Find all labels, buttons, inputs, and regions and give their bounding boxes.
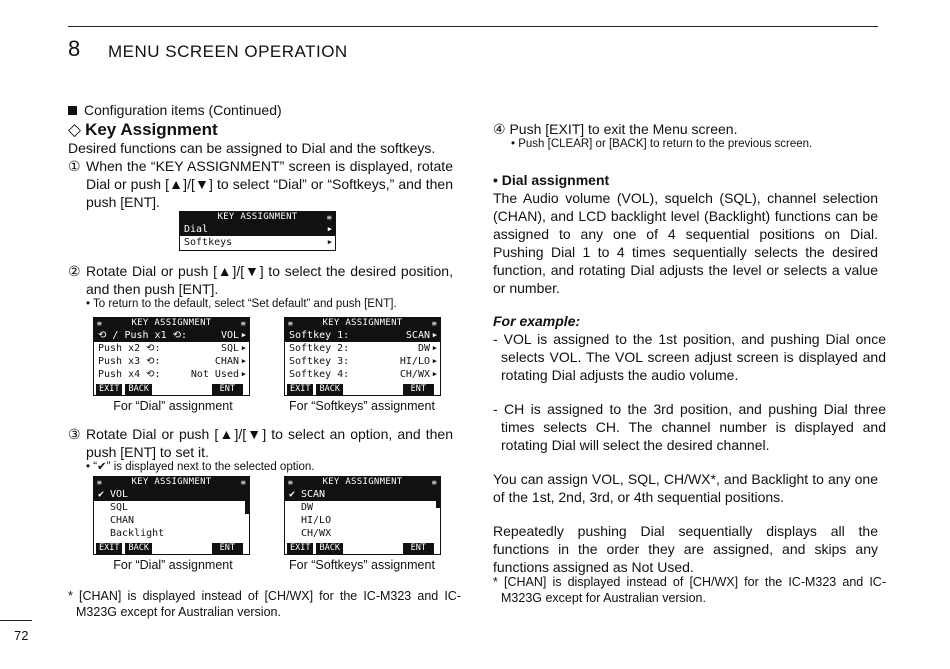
softkey-ent[interactable]: ENT — [212, 384, 243, 395]
softkey-exit[interactable]: EXIT — [287, 384, 313, 395]
step-1: ① When the “KEY ASSIGNMENT” screen is displayed, rotate Dial or push [▲]/[▼] to select “Dial” or “Softkeys,” and then push [ENT]. — [68, 158, 453, 210]
softkey-exit[interactable]: EXIT — [96, 543, 122, 554]
chapter-title: MENU SCREEN OPERATION — [108, 42, 348, 61]
softkey-back[interactable]: BACK — [316, 384, 342, 395]
lcd-row-push1[interactable]: ⟲ / Push x1 ⟲: VOL ▶ — [94, 329, 249, 342]
lcd-dial-options: ≡ KEY ASSIGNMENT ≡ ✔ VOL SQL CHAN Backlight EXIT BACK ENT — [93, 476, 250, 555]
lcd-opt-hilo[interactable]: HI/LO — [301, 515, 332, 526]
example-2: - CH is assigned to the 3rd position, and pushing Dial three times selects CH. The channel number is displayed and rotating Dial will select the desired channel. — [493, 401, 886, 453]
lcd-opt-chan[interactable]: CHAN — [110, 515, 135, 526]
lcd-row-softkey1[interactable]: Softkey 1: SCAN ▶ — [285, 329, 440, 342]
intro-text: Desired functions can be assigned to Dial and the softkeys. — [68, 140, 436, 156]
lcd-opt-sql[interactable]: SQL — [110, 502, 129, 513]
lcd-row-softkeys[interactable]: Softkeys ▶ — [184, 237, 332, 248]
lcd-opt-dw[interactable]: DW — [301, 502, 314, 513]
lcd-opt-chwx[interactable]: CH/WX — [301, 528, 332, 539]
scrollbar[interactable] — [245, 488, 249, 514]
lcd-dial-positions: ≡ KEY ASSIGNMENT ≡ ⟲ / Push x1 ⟲: VOL ▶ Push x2 ⟲: SQL ▶ Push x3 ⟲: CHAN ▶ Push x4 ⟲: Not Used ▶ EXIT BACK ENT — [93, 317, 250, 396]
lcd-row-push3[interactable]: Push x3 ⟲: CHAN ▶ — [98, 356, 246, 367]
lcd-softkey-positions: ≡ KEY ASSIGNMENT ≡ Softkey 1: SCAN ▶ Softkey 2: DW ▶ Softkey 3: HI/LO ▶ Softkey 4: CH/WX ▶ EXIT BACK ENT — [284, 317, 441, 396]
softkey-ent[interactable]: ENT — [212, 543, 243, 554]
caption-dial-options: For “Dial” assignment — [113, 558, 233, 572]
dial-assignment-paragraph: The Audio volume (VOL), squelch (SQL), channel selection (CHAN), and LCD backlight level (Backlight) functions can be assigned to any one of 4 sequential positions on Dial. Pushing Dial 1 to 4 times sequentially selects the desired function, and rotating Dial adjusts the level or selects a value or number. — [493, 190, 878, 296]
softkey-back[interactable]: BACK — [125, 543, 151, 554]
caption-softkey-options: For “Softkeys” assignment — [289, 558, 435, 572]
caption-softkeys: For “Softkeys” assignment — [289, 399, 435, 413]
chapter-number: 8 — [68, 36, 81, 61]
softkey-back[interactable]: BACK — [316, 543, 342, 554]
caption-dial: For “Dial” assignment — [113, 399, 233, 413]
lcd-row-softkey2[interactable]: Softkey 2: DW ▶ — [289, 343, 437, 354]
example-1: - VOL is assigned to the 1st position, and pushing Dial once selects VOL. The VOL screen adjust screen is displayed and rotating Dial adjusts the audio volume. — [493, 331, 886, 383]
key-assignment-heading: ◇ Key Assignment — [68, 120, 218, 139]
lcd-key-assignment-main: KEY ASSIGNMENT ≡ Dial ▶ Softkeys ▶ — [179, 211, 336, 251]
softkey-back[interactable]: BACK — [125, 384, 151, 395]
diamond-icon: ◇ — [68, 120, 82, 139]
left-footnote: * [CHAN] is displayed instead of [CH/WX] for the IC-M323 and IC-M323G except for Australian version. — [68, 589, 461, 619]
lcd-opt-vol[interactable]: ✔ VOL — [94, 488, 249, 501]
step-3-note: • “✔” is displayed next to the selected option. — [86, 461, 315, 473]
repeat-paragraph: Repeatedly pushing Dial sequentially displays all the functions in the order they are assigned, and skips any functions assigned as Not Used. — [493, 523, 878, 575]
softkey-ent[interactable]: ENT — [403, 384, 434, 395]
dial-assignment-heading: • Dial assignment — [493, 172, 610, 188]
footer-rule — [0, 620, 32, 621]
step-4: ④ Push [EXIT] to exit the Menu screen. — [493, 121, 738, 137]
check-icon: ✔ — [289, 489, 296, 500]
check-icon: ✔ — [98, 489, 105, 500]
softkey-exit[interactable]: EXIT — [287, 543, 313, 554]
step-2: ② Rotate Dial or push [▲]/[▼] to select the desired position, and then push [ENT]. — [68, 263, 453, 297]
softkey-ent[interactable]: ENT — [403, 543, 434, 554]
lcd-softkey-options: ≡ KEY ASSIGNMENT ≡ ✔ SCAN DW HI/LO CH/WX EXIT BACK ENT — [284, 476, 441, 555]
lcd-row-dial[interactable]: Dial ▶ — [180, 223, 335, 236]
page-number: 72 — [14, 628, 29, 643]
lcd-row-softkey4[interactable]: Softkey 4: CH/WX ▶ — [289, 369, 437, 380]
lcd-row-push2[interactable]: Push x2 ⟲: SQL ▶ — [98, 343, 246, 354]
square-bullet-icon — [68, 106, 77, 115]
header-rule — [68, 26, 878, 27]
step-4-note: • Push [CLEAR] or [BACK] to return to the previous screen. — [511, 138, 813, 150]
assign-paragraph: You can assign VOL, SQL, CH/WX*, and Backlight to any one of the 1st, 2nd, 3rd, or 4th sequential positions. — [493, 471, 878, 505]
lcd-row-push4[interactable]: Push x4 ⟲: Not Used ▶ — [98, 369, 246, 380]
right-footnote: * [CHAN] is displayed instead of [CH/WX] for the IC-M323 and IC-M323G except for Australian version. — [493, 575, 886, 605]
step-3: ③ Rotate Dial or push [▲]/[▼] to select an option, and then push [ENT] to set it. — [68, 426, 453, 460]
scrollbar[interactable] — [436, 488, 440, 508]
lcd-row-softkey3[interactable]: Softkey 3: HI/LO ▶ — [289, 356, 437, 367]
softkey-exit[interactable]: EXIT — [96, 384, 122, 395]
lcd-opt-backlight[interactable]: Backlight — [110, 528, 165, 539]
section-title: Configuration items (Continued) — [68, 102, 282, 118]
step-2-note: • To return to the default, select “Set default” and push [ENT]. — [86, 298, 397, 310]
lcd-opt-scan[interactable]: ✔ SCAN — [285, 488, 440, 501]
example-heading: For example: — [493, 313, 581, 329]
